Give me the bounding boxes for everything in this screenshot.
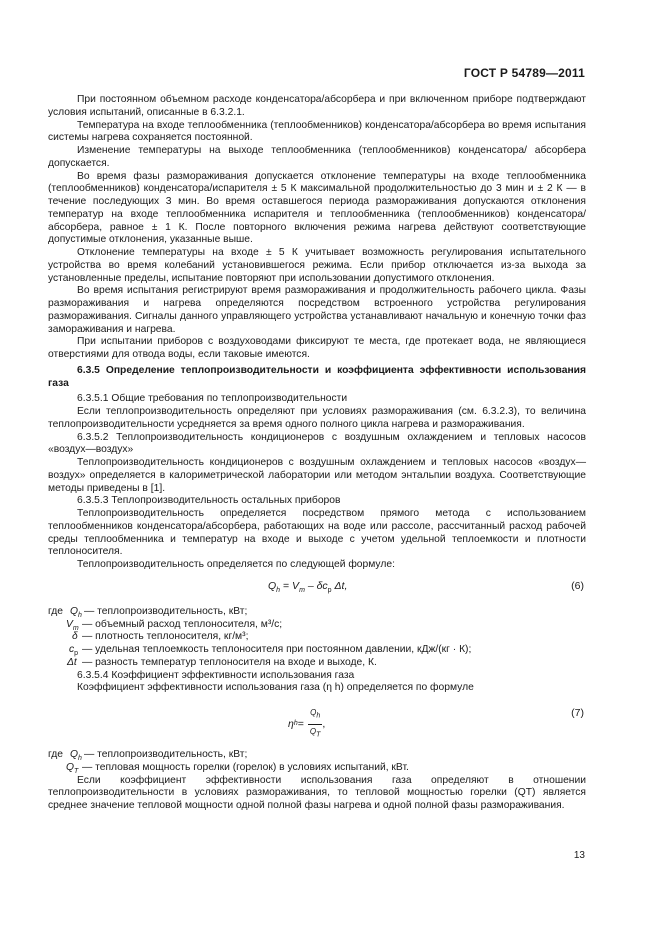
- paragraph: Коэффициент эффективности использования газа (η h) определяется по формуле: [77, 682, 474, 694]
- formula-7-fraction: $\frac{Q_h}{Q_T}$: [309, 708, 321, 739]
- formula-6-definitions: [48, 606, 586, 670]
- page-number: 13: [573, 850, 585, 861]
- paragraph: Во время испытания регистрируют время размораживания и продолжительность рабочего цикла. Фазы размораживания и нагрева определяются посредством встроенного устройства регулирования размораживания. Сигналы данного управляющего устройства устанавливают начальную и конечную точки фаз замораживания и нагрева.: [48, 285, 586, 335]
- definition-row: $c_p$ — удельная теплоемкость теплоносителя при постоянном давлении, кДж/(кг · К);: [69, 644, 472, 658]
- section-heading: 6.3.5 Определение теплопроизводительности и коэффициента эффективности использования газа: [48, 364, 586, 389]
- paragraph: Отклонение температуры на входе ± 5 К учитывает возможность регулирования испытательного устройства во время колебаний установившегося режима. Если прибор отключается из-за выхода за установленные пределы, испытание повторяют при использовании допустимого отклонения.: [48, 247, 586, 284]
- formula-6-number: (6): [571, 579, 584, 592]
- paragraph: Во время фазы размораживания допускается отклонение температуры на входе теплообменника (теплообменников) конденсатора/испарителя ± 5 К максимальной продолжительностью до 3 мин и ± 2 К — в течение последующих 3 мин. Во время оставшегося периода размораживания допускаются отклонения температур на входе теплообменника испарителя и теплообменника (теплообменников) конденсатора/абсорбера, равное ± 1 К. После повторного включения режима нагрева действуют соответствующие допустимые отклонения, указанные выше.: [48, 170, 586, 246]
- paragraph: При постоянном объемном расходе конденсатора/абсорбера и при включенном приборе подтверждают условия испытаний, описанные в 6.3.2.1.: [48, 94, 586, 118]
- definition-row: $V_m$ — объемный расход теплоносителя, м³/с;: [66, 618, 283, 632]
- paragraph: Изменение температуры на выходе теплообменника (теплообменников) конденсатора/ абсорбера допускается.: [48, 145, 586, 169]
- definition-row: δ — плотность теплоносителя, кг/м³;: [72, 631, 249, 643]
- paragraph: Теплопроизводительность кондиционеров с воздушным охлаждением и тепловых насосов «воздух—воздух» определяется в калориметрической лаборатории или методом энтальпии воздуха. Соответствующие методы приведены в [1].: [48, 457, 586, 494]
- definition-row: где $Q_h$ — теплопроизводительность, кВт;: [48, 605, 248, 619]
- formula-7-definitions: [48, 749, 586, 775]
- paragraph: Теплопроизводительность определяется посредством прямого метода с использованием теплообменников конденсатора/абсорбера, работающих на воде или рассоле, рассчитанный расход рабочей среды теплообменника и температур на входе и выходе с учетом удельной теплоемкости и плотности теплоносителя.: [48, 508, 586, 558]
- formula-7-number: (7): [571, 707, 584, 719]
- subsection-heading: 6.3.5.4 Коэффициент эффективности использования газа: [77, 669, 355, 681]
- document-header: ГОСТ Р 54789—2011: [463, 66, 585, 80]
- formula-7-expression: η h = $\frac{Q_h}{Q_T}$ ,: [288, 707, 325, 743]
- subsection-heading: 6.3.5.1 Общие требования по теплопроизводительности: [77, 393, 348, 405]
- subsection-heading: 6.3.5.3 Теплопроизводительность остальных приборов: [77, 495, 341, 507]
- subsection-heading: 6.3.5.2 Теплопроизводительность кондиционеров с воздушным охлаждением и тепловых насосов «воздух—воздух»: [48, 431, 586, 456]
- document-body: [48, 94, 586, 813]
- paragraph: Температура на входе теплообменника (теплообменников) конденсатора/абсорбера во время испытания системы нагрева сохраняется постоянной.: [48, 119, 586, 144]
- paragraph: При испытании приборов с воздуховодами фиксируют те места, где протекает вода, не являющиеся отверстиями для отвода воды, если таковые имеются.: [48, 336, 586, 360]
- paragraph: Если теплопроизводительность определяют при условиях размораживания (см. 6.3.2.3), то величина теплопроизводительности усредняется за время одного полного цикла нагрева и размораживания.: [48, 406, 586, 430]
- formula-6: [48, 576, 586, 598]
- paragraph: Если коэффициент эффективности использования газа определяют в отношении теплопроизводительности в условиях размораживания, то тепловой мощностью горелки (QT) является среднее значение тепловой мощности одной полной фазы нагрева и одной полной фазы размораживания.: [48, 774, 586, 811]
- definition-row: где $Q_h$ — теплопроизводительность, кВт;: [48, 749, 248, 763]
- paragraph: Теплопроизводительность определяется по следующей формуле:: [77, 559, 395, 570]
- formula-7: [48, 703, 586, 737]
- definition-row: $Q_T$ — тепловая мощность горелки (горелок) в условиях испытаний, кВт.: [66, 761, 409, 775]
- definition-row: Δt — разность температур теплоносителя на входе и выходе, К.: [67, 656, 377, 668]
- formula-6-expression: $Q_h = V_m - \delta c_p$ Δt,: [268, 579, 348, 594]
